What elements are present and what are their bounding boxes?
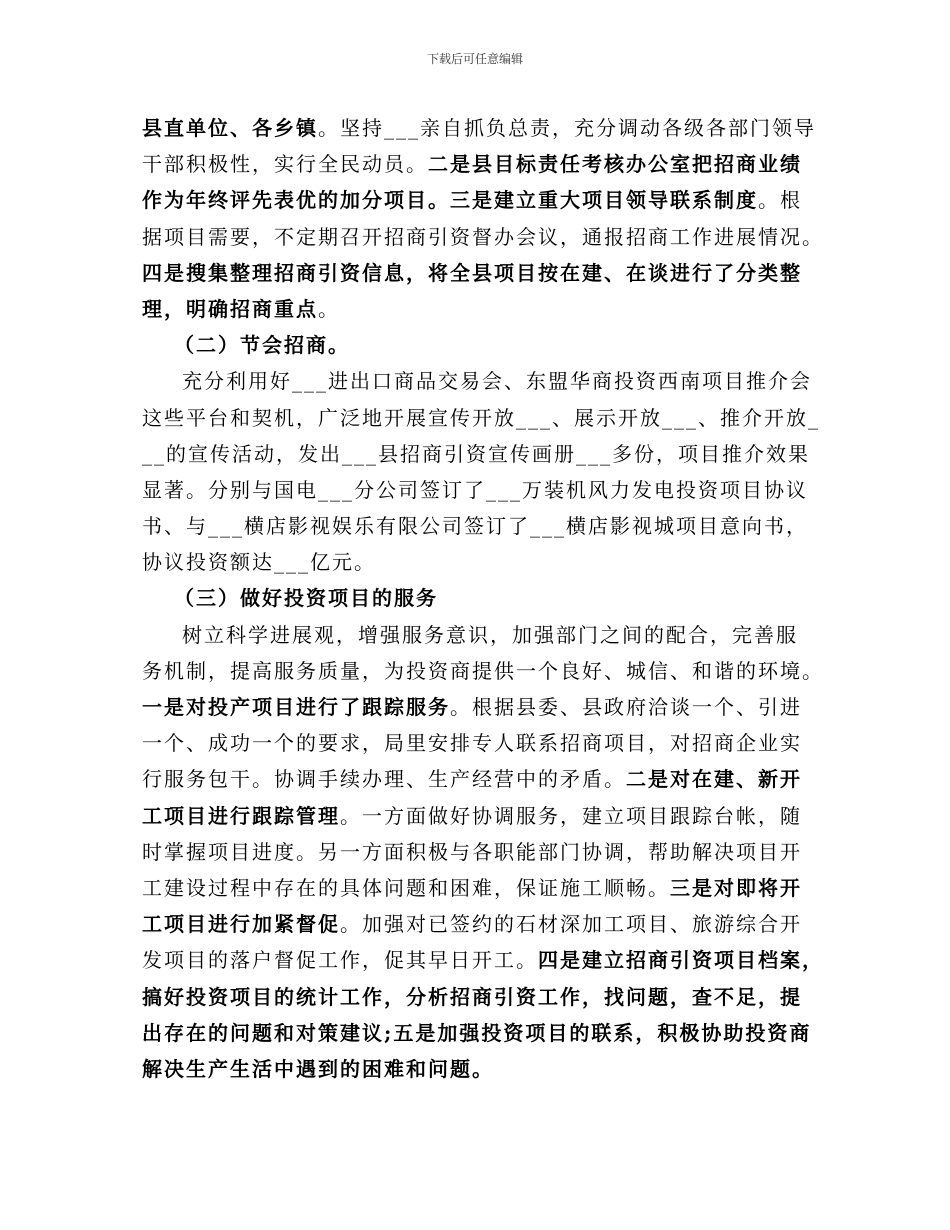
text-segment: 充分利用好___进出口商品交易会、东盟华商投资西南项目推介会 [182,369,812,394]
bold-text-segment: 理，明确招商重点 [142,296,318,321]
bold-text-segment: 出存在的问题和对策建议;五是加强投资项目的联系，积极协助投资商 [142,1020,812,1045]
bold-text-segment: 搞好投资项目的统计工作，分析招商引资工作，找问题，查不足，提 [142,984,802,1009]
text-line [142,400,820,436]
text-line [142,725,812,761]
text-line [142,110,816,146]
text-line [142,472,812,508]
bold-text-segment: 作为年终评先表优的加分项目。三是建立重大项目领导联系制度 [142,188,758,213]
text-line [142,979,812,1015]
bold-text-segment: 工项目进行加紧督促 [142,912,340,937]
text-line [142,617,812,653]
bold-text-segment: 四是搜集整理招商引资信息，将全县项目按在建、在谈进行了分类整 [142,260,802,285]
text-segment: 行服务包干。协调手续办理、生产经营中的矛盾。 [142,767,626,792]
text-segment: 。坚持___亲自抓负总责，充分调动各级各部门领导 [318,116,816,140]
text-line [142,870,812,906]
text-segment: 。根 [758,188,802,213]
text-line [142,689,812,725]
text-segment: 树立科学进展观，增强服务意识，加强部门之间的配合，完善服 [182,622,798,647]
bold-text-segment: 一是对投产项目进行了跟踪服务 [142,695,450,719]
text-segment: __的宣传活动，发出___县招商引资宣传画册___多份，项目推介效果 [142,441,810,466]
text-segment: 。根据县委、县政府洽谈一个、引进 [450,695,802,719]
text-segment: 协议投资额达___亿元。 [142,550,376,575]
text-segment: 务机制，提高服务质量，为投资商提供一个良好、城信、和谐的环境。 [142,658,824,683]
bold-text-segment: 工项目进行跟踪管理 [142,803,340,828]
bold-text-segment: 三是对即将开 [670,875,802,900]
text-segment: 。加强对已签约的石材深加工项目、旅游综合开 [340,912,802,937]
text-line [142,580,812,616]
text-line [142,1015,812,1051]
text-segment: 据项目需要，不定期召开招商引资督办会议，通报招商工作进展情况。 [142,224,824,249]
text-segment: 干部积极性，实行全民动员。 [142,152,428,177]
text-line [142,291,812,327]
text-line [142,146,812,182]
bold-text-segment: 二是对在建、新开 [626,767,802,792]
text-line [142,834,812,870]
text-segment: 一个、成功一个的要求，局里安排专人联系招商项目，对招商企业实 [142,731,802,756]
bold-text-segment: 解决生产生活中遇到的困难和问题。 [142,1056,494,1081]
bold-text-segment: （三）做好投资项目的服务 [174,586,438,611]
text-line [142,327,812,363]
bold-text-segment: 四是建立招商引资项目档案， [538,948,824,973]
text-segment: 书、与___横店影视娱乐有限公司签订了___横店影视城项目意向书， [142,514,808,539]
text-line [142,508,812,544]
text-line [142,363,812,399]
text-line [142,761,812,797]
text-line [142,798,812,834]
text-segment: 发项目的落户督促工作，促其早日开工。 [142,948,538,973]
text-line [142,1051,812,1087]
text-line [142,653,824,689]
text-line [142,255,812,291]
text-segment: 。一方面做好协调服务，建立项目跟踪台帐，随 [340,803,802,828]
text-line [142,906,812,942]
text-line [142,436,812,472]
text-segment: 这些平台和契机，广泛地开展宣传开放___、展示开放___、推介开放_ [142,405,820,430]
bold-text-segment: 二是县目标责任考核办公室把招商业绩 [428,152,802,177]
document-body [142,110,824,1087]
bold-text-segment: 县直单位、各乡镇 [142,116,318,140]
text-segment: 显著。分别与国电___分公司签订了___万装机风力发电投资项目协议 [142,477,808,502]
text-line [142,544,812,580]
page-header: 下载后可任意编辑 [426,52,523,66]
text-segment: 。 [318,296,340,321]
text-segment: 时掌握项目进度。另一方面积极与各职能部门协调，帮助解决项目开 [142,839,802,864]
text-line [142,942,824,978]
text-line [142,219,824,255]
text-segment: 工建设过程中存在的具体问题和困难，保证施工顺畅。 [142,875,670,900]
text-line [142,182,812,218]
bold-text-segment: （二）节会招商。 [174,333,350,358]
